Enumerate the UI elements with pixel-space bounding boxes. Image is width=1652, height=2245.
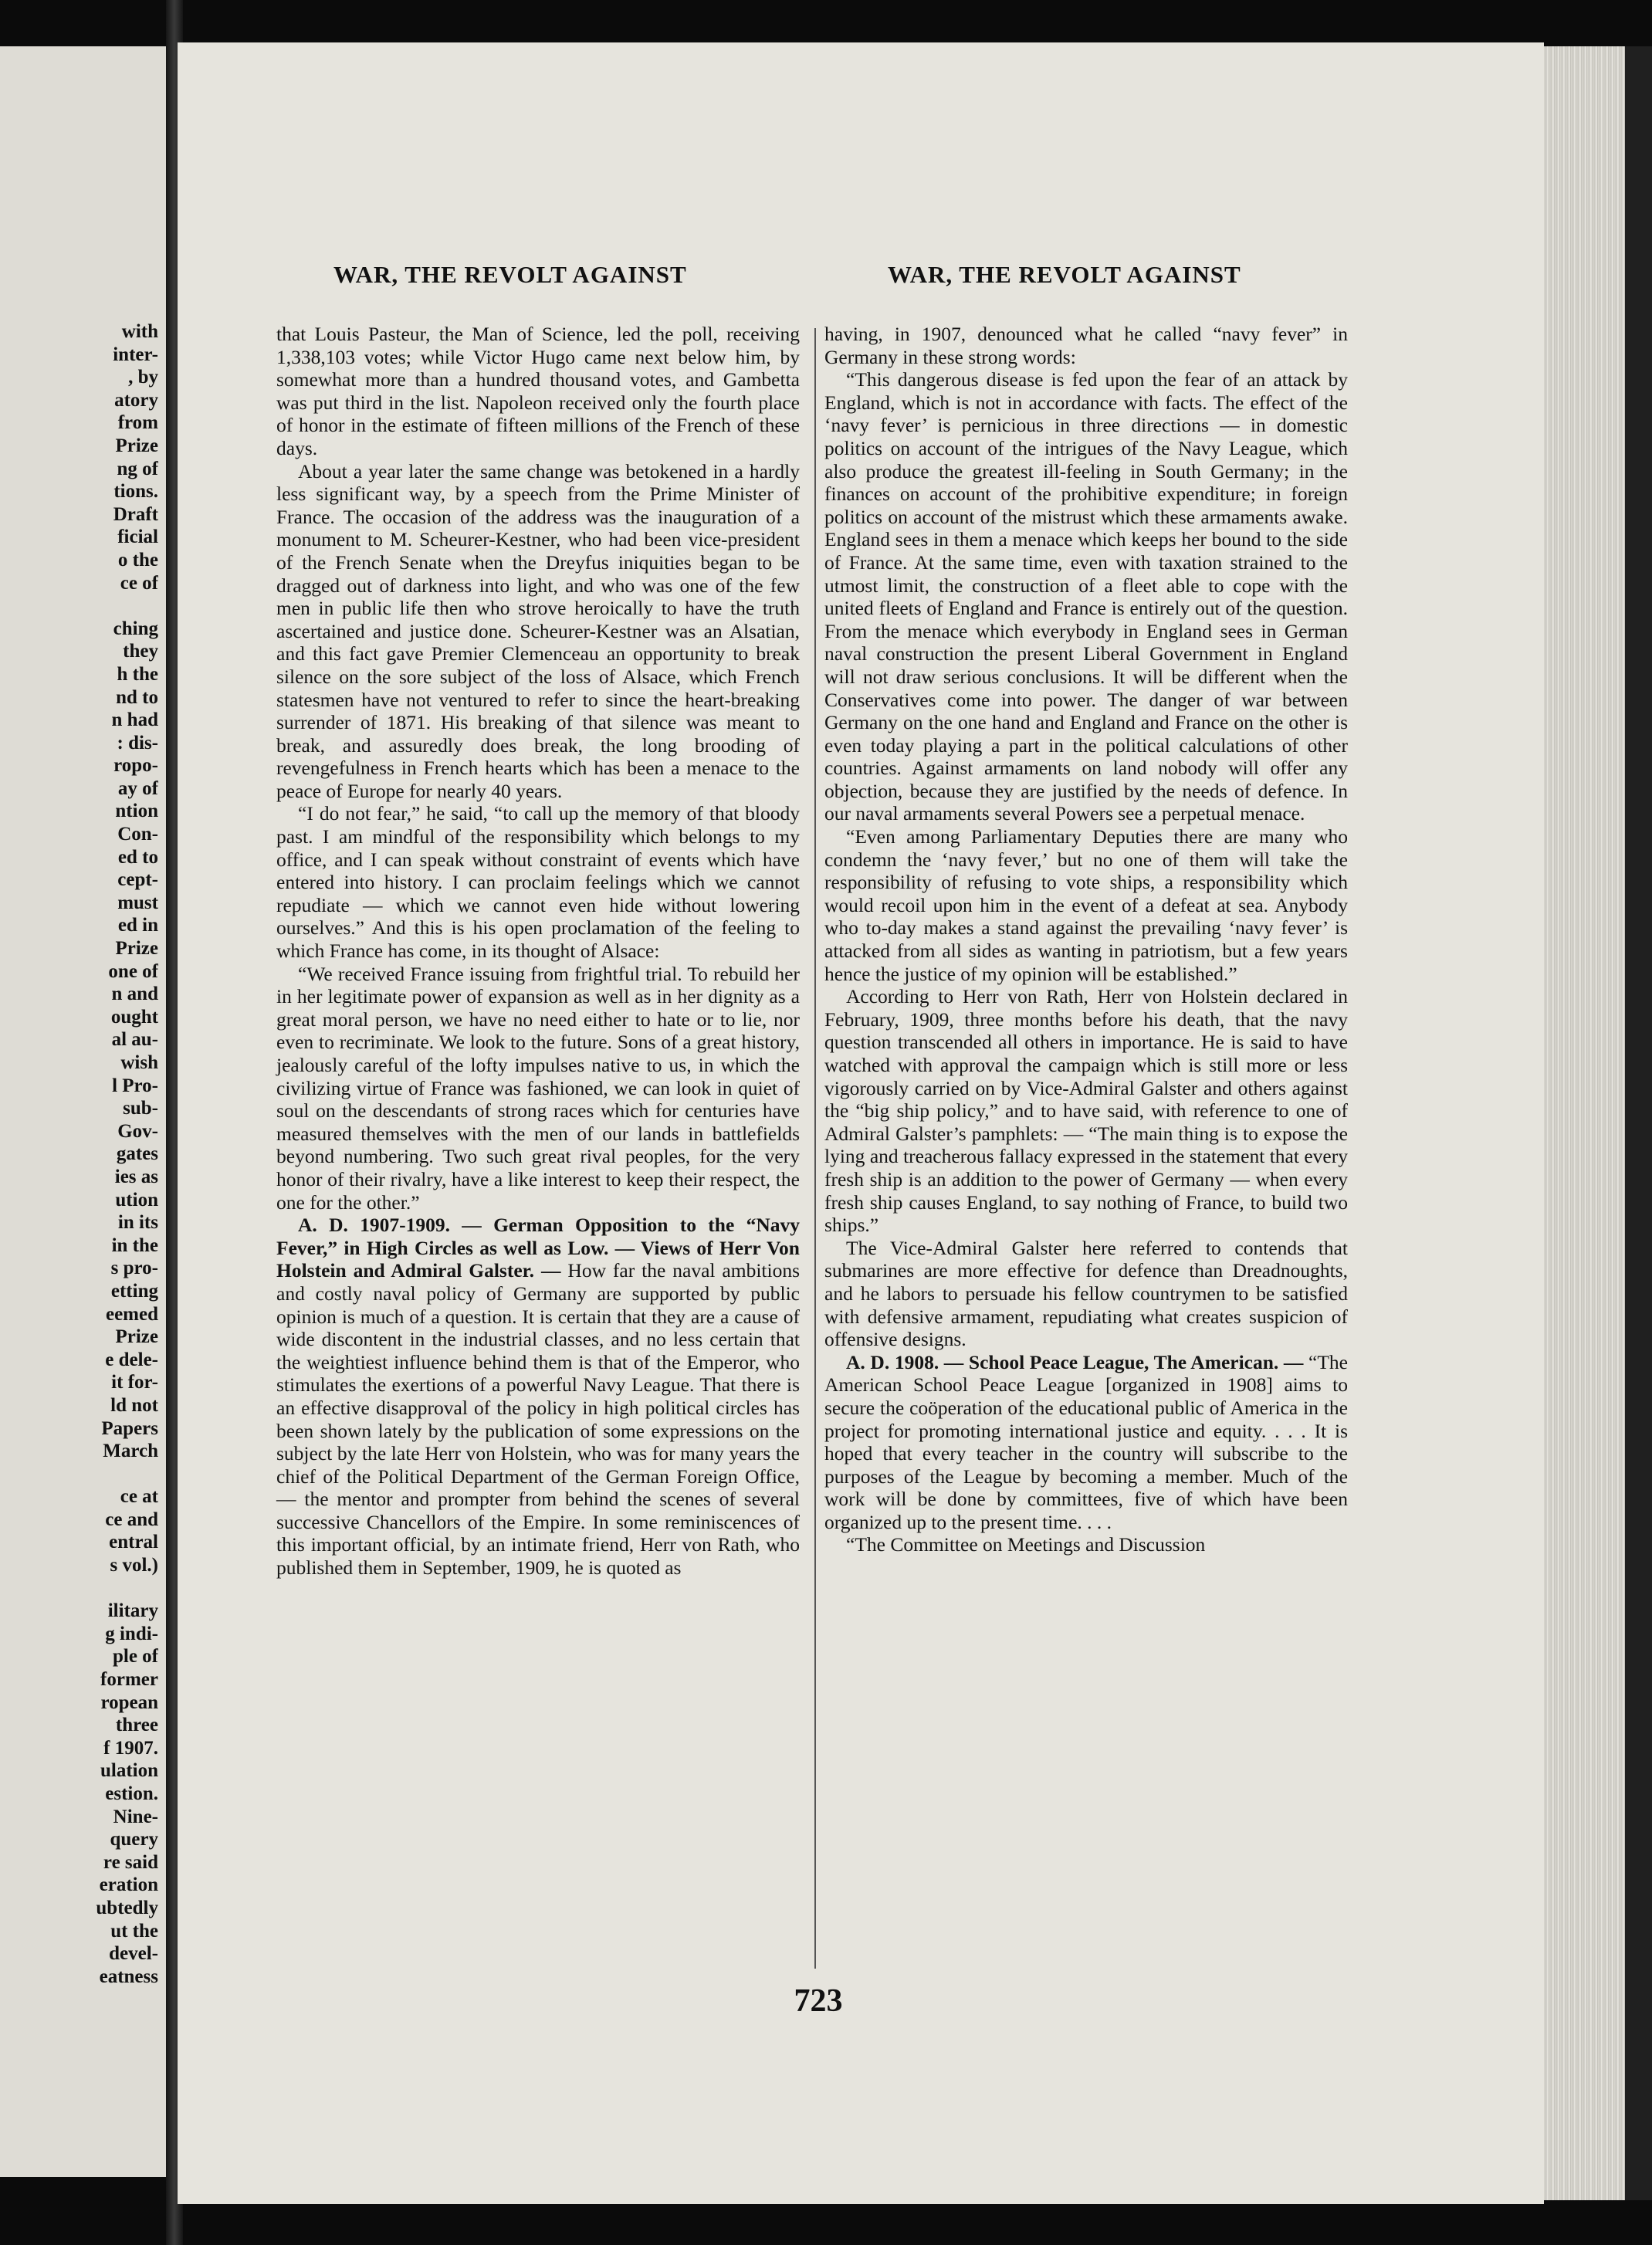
adjacent-page-line: h the [117, 663, 158, 685]
adjacent-page-line: al au- [111, 1029, 158, 1051]
adjacent-page-line: ropean [100, 1691, 158, 1713]
adjacent-page-line: s pro- [110, 1258, 158, 1279]
running-head-left: WAR, THE REVOLT AGAINST [333, 261, 687, 288]
adjacent-page-line: s vol.) [110, 1555, 158, 1576]
adjacent-page-line: must [117, 892, 158, 913]
adjacent-page-line: , by [128, 367, 158, 388]
adjacent-page-line: ubtedly [96, 1897, 158, 1918]
adjacent-page-line: query [110, 1829, 158, 1851]
adjacent-page-line: l Pro- [112, 1075, 158, 1096]
adjacent-page-line: ilitary [107, 1600, 158, 1622]
adjacent-page-line: Nine- [113, 1806, 158, 1827]
paragraph: having, in 1907, denounced what he called “navy fever” in Germany in these strong words: [824, 323, 1348, 368]
adjacent-page-line: ce and [105, 1509, 158, 1530]
adjacent-page-line: nd to [116, 686, 158, 708]
adjacent-page-line: atory [114, 389, 158, 411]
paragraph: “Even among Parliamentary Deputies there are many who condemn the ‘navy fever,’ but no one of them will take the responsibility of refusing to vote ships, a responsibility which would recoil upon him in the event of a defeat at sea. Anybody who to-day makes a stand against the prevailing ‘navy fever’ is attacked from all sides as wanting in patriotism, but a few years hence the justice of my opinion will be established.” [824, 825, 1348, 985]
adjacent-page-text [0, 320, 158, 1988]
adjacent-page-line: sub- [123, 1098, 158, 1119]
adjacent-page-line [0, 1463, 158, 1486]
adjacent-page-line: ulation [100, 1760, 158, 1782]
column-rule [814, 328, 816, 1969]
adjacent-page-line: ce of [120, 572, 158, 594]
adjacent-page-line: it for- [111, 1372, 158, 1393]
adjacent-page-line: ficial [117, 527, 158, 548]
adjacent-page-line: ntion [115, 801, 158, 822]
adjacent-page-line: Prize [115, 938, 158, 960]
paragraph: that Louis Pasteur, the Man of Science, led the poll, receiving 1,338,103 votes; while Victor Hugo came next below him, by somewhat more than a hundred thousand votes, and Gambetta was put third in the list. Napoleon received only the fourth place of honor in the estimate of fifteen millions of the French of these days. [276, 323, 800, 459]
adjacent-page-line: in the [111, 1234, 158, 1256]
adjacent-page-line: ution [115, 1189, 158, 1211]
right-column [824, 323, 1348, 1556]
adjacent-page-line: ed in [117, 915, 158, 936]
page-edges [1544, 46, 1625, 2200]
paragraph: About a year later the same change was betokened in a hardly less significant way, by a speech from the Prime Minister of France. The occasion of the address was the inauguration of a monument to M. Scheurer-Kestner, who had been vice-president of the French Senate when the Dreyfus iniquities began to be dragged out of darkness into light, and who was one of the few men in public life then who strove heroically to have the truth ascertained and justice done. Scheurer-Kestner was an Alsatian, and this fact gave Premier Clemenceau an opportunity to break silence on the sore subject of the loss of Alsace, which French statesmen have not ventured to refer to since the heart-breaking surrender of 1871. His breaking of that silence was meant to break, and assuredly does break, the long brooding of revengefulness in French hearts which has been a menace to the peace of Europe for nearly 40 years. [276, 459, 800, 802]
paragraph: “I do not fear,” he said, “to call up the memory of that bloody past. I am mindful of the responsibility which belongs to my office, and I can speak without constraint of events which have entered into history. I can proclaim feelings which we cannot repudiate — which we cannot even hide without lowering ourselves.” And this is his open proclamation of the feeling to which France has come, in its thought of Alsace: [276, 802, 800, 963]
adjacent-page-line: March [103, 1441, 158, 1462]
adjacent-page-line: Prize [115, 435, 158, 456]
adjacent-page-line: in its [117, 1212, 158, 1234]
adjacent-page-line: ce at [120, 1486, 158, 1508]
section-text: How far the naval ambitions and costly naval policy of Germany are supported by public opinion is much of a question. It is certain that they are a cause of wide discontent in the industrial classes, and no less certain that the weightiest influence behind them is that of the Emperor, who stimulates the exertions of a powerful Navy League. That there is an effective disapproval of the policy in high political circles has been shown lately by the publication of some expressions on the subject by the late Herr von Holstein, who was for many years the chief of the Political Department of the German Foreign Office, — the mentor and prompter from behind the scenes of several successive Chancellors of the Empire. In some reminiscences of this important official, by an intimate friend, Herr von Rath, who published them in September, 1909, he is quoted as [276, 1259, 800, 1580]
adjacent-page-line: ies as [114, 1166, 158, 1187]
adjacent-page-fragment [0, 46, 166, 2177]
left-column [276, 323, 800, 1580]
adjacent-page-line: g indi- [105, 1623, 158, 1644]
adjacent-page-line: eration [99, 1874, 158, 1896]
section-heading: A. D. 1908. — School Peace League, The American. — [846, 1350, 1304, 1373]
adjacent-page-line [0, 594, 158, 618]
adjacent-page-line: e dele- [105, 1349, 158, 1370]
adjacent-page-line: with [121, 321, 158, 342]
paragraph: “We received France issuing from frightful trial. To rebuild her in her legitimate power of expansion as well as in her dignity as a great moral person, we have no need either to hate or to lie, nor even to recriminate. We look to the future. Sons of a great history, jealously careful of the lofty impulses native to us, in which the civilizing virtue of France was fashioned, we can look in quiet of soul on the descendants of strong races which for centuries have measured themselves with the men of our lands in battlefields beyond numbering. Two such great rival peoples, for the very honor of their rivalry, have a like interest to keep their respect, the one for the other.” [276, 962, 800, 1214]
adjacent-page-line: they [123, 641, 158, 662]
section-entry [276, 1214, 800, 1580]
adjacent-page-line: ld not [110, 1394, 158, 1416]
adjacent-page-line: eatness [99, 1966, 158, 1987]
adjacent-page-line: ought [110, 1006, 158, 1028]
adjacent-page-line: Prize [115, 1326, 158, 1348]
adjacent-page-line: ple of [112, 1646, 158, 1668]
paragraph: “The Committee on Meetings and Discussion [846, 1533, 1206, 1556]
paragraph: According to Herr von Rath, Herr von Holstein declared in February, 1909, three months before his death, that the navy question transcended all others in importance. He is said to have watched with approval the campaign which is still more or less vigorously carried on by Vice-Admiral Galster and others against the “big ship policy,” and to have said, with reference to one of Admiral Galster’s pamphlets: — “The main thing is to expose the lying and treacherous fallacy expressed in the statement that every fresh ship is an addition to the power of Germany — when every fresh ship causes England, to say nothing of France, to build two ships.” [824, 985, 1348, 1237]
adjacent-page-line: ay of [117, 777, 158, 799]
adjacent-page-line: former [100, 1669, 158, 1691]
adjacent-page-line: re said [103, 1851, 158, 1873]
section-entry [824, 1351, 1348, 1534]
adjacent-page-line [0, 1577, 158, 1600]
adjacent-page-line: : dis- [117, 732, 158, 753]
adjacent-page-line: o the [117, 549, 158, 571]
adjacent-page-line: ut the [110, 1920, 158, 1942]
adjacent-page-line: eemed [105, 1303, 158, 1325]
adjacent-page-line: etting [110, 1280, 158, 1302]
adjacent-page-line: ching [113, 618, 158, 639]
section-heading: A. D. 1907-1909. — German Opposition to the “Navy Fever,” in High Circles as well as Low. — Views of Herr Von Holstein and Admiral Galster. — [276, 1214, 800, 1282]
adjacent-page-line: Papers [101, 1417, 158, 1439]
adjacent-page-line: from [117, 412, 158, 434]
adjacent-page-line: devel- [109, 1943, 158, 1965]
section-text: “The American School Peace League [organized in 1908] aims to secure the coöperation of the educational public of America in the project for promoting international justice and equity. . . . It is hoped that every teacher in the country will subscribe to the purposes of the League by becoming a member. Much of the work will be done by committees, five of which have been organized up to the present time. . . . [824, 1350, 1348, 1533]
page-number: 723 [794, 1983, 843, 2019]
adjacent-page-line: ropo- [113, 755, 158, 777]
adjacent-page-line: Draft [113, 503, 158, 525]
adjacent-page-line: estion. [105, 1783, 158, 1804]
adjacent-page-line: tions. [113, 481, 158, 503]
adjacent-page-line: ed to [117, 846, 158, 868]
adjacent-page-line: three [115, 1715, 158, 1736]
paragraph: “This dangerous disease is fed upon the fear of an attack by England, which is not in accordance with facts. The effect of the ‘navy fever’ is pernicious in three directions — in domestic politics on account of the intrigues of the Navy League, which also produce the greatest ill-feeling in South Germany; in the finances on account of the prohibitive expenditure; in foreign politics on account of the mistrust which these armaments awake. England sees in them a menace which keeps her bound to the side of France. At the same time, even with taxation strained to the utmost limit, the construction of a fleet able to cope with the united fleets of England and France is entirely out of the question. From the menace which everybody in England sees in German naval construction the present Liberal Government in England will not draw serious conclusions. It will be different when the Conservatives come into power. The danger of war between Germany on the one hand and England and France on the other is even today playing a part in the political calculations of other countries. Against armaments on land nobody will offer any objection, because they are justified by the needs of defence. In our naval armaments several Powers see a perpetual menace. [824, 368, 1348, 825]
adjacent-page-line: ng of [117, 458, 158, 479]
adjacent-page-line: cept- [117, 869, 158, 891]
adjacent-page-line: Gov- [117, 1120, 158, 1142]
adjacent-page-line: entral [109, 1532, 158, 1553]
adjacent-page-line: wish [120, 1052, 158, 1073]
page-edge-shadow [1625, 46, 1652, 2200]
adjacent-page-line: n and [111, 984, 158, 1005]
adjacent-page-line: inter- [113, 344, 158, 365]
paragraph: The Vice-Admiral Galster here referred to contends that submarines are more effective for defence than Dreadnoughts, and he labors to persuade his fellow countrymen to be satisfied with defensive armament, repudiating what creates suspicion of offensive designs. [824, 1236, 1348, 1351]
running-head-right: WAR, THE REVOLT AGAINST [888, 261, 1241, 288]
adjacent-page-line: one of [108, 960, 158, 982]
adjacent-page-line: gates [116, 1143, 158, 1165]
adjacent-page-line: f 1907. [103, 1737, 158, 1759]
adjacent-page-line: n had [111, 709, 158, 731]
adjacent-page-line: Con- [117, 824, 158, 845]
